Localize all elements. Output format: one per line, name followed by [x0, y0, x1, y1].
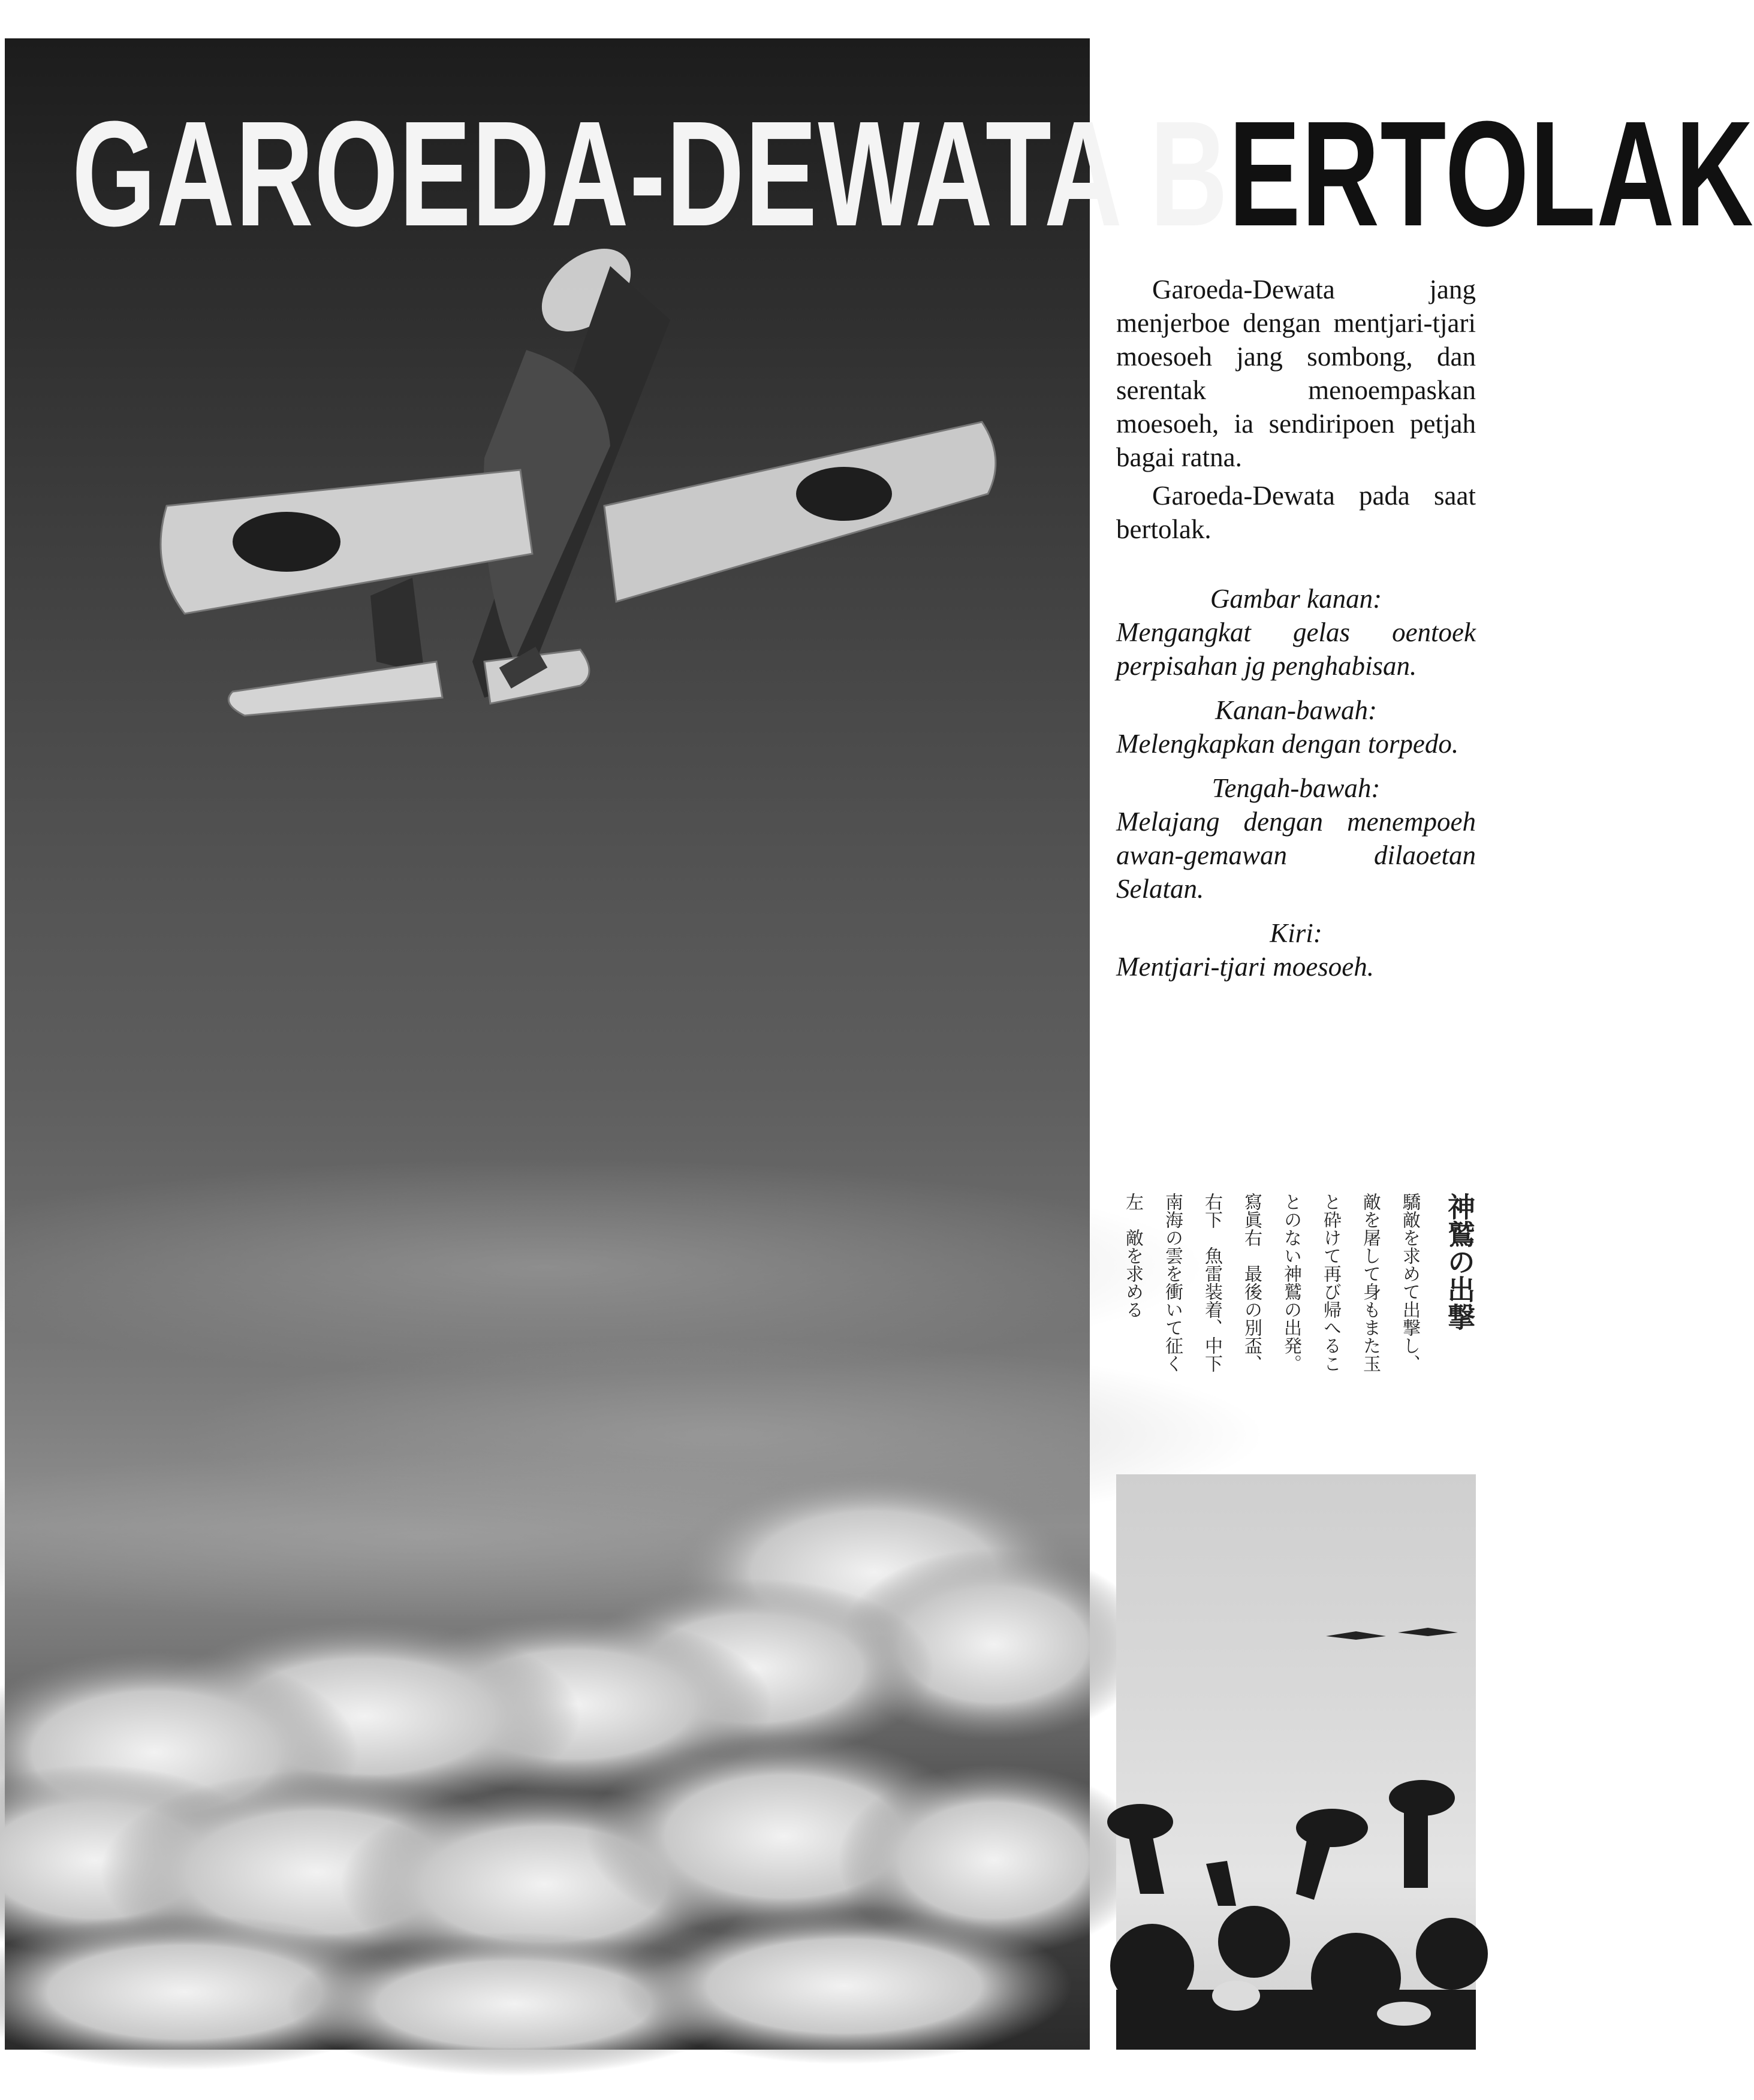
japanese-line: 左 敵を求める — [1122, 1193, 1143, 1318]
airplane-photo — [5, 38, 1090, 2050]
title-part-on-white: ERTOLAK — [1228, 90, 1754, 257]
caption-heading: Gambar kanan: — [1210, 584, 1382, 614]
japanese-line: 敵を屠して身もまた玉 — [1360, 1193, 1381, 1372]
japanese-line: 驕敵を求めて出撃し、 — [1399, 1193, 1420, 1372]
page-title — [72, 90, 1754, 258]
japanese-title: 神鷲の出撃 — [1443, 1193, 1476, 1330]
caption-text: Melengkapkan dengan torpedo. — [1116, 729, 1459, 759]
body-paragraph: Garoeda-Dewata jang menjerboe dengan mentjari-tjari moesoeh jang sombong, dan serentak menoempaskan moesoeh, ia sendiripoen petjah bagai ratna. — [1116, 274, 1476, 472]
body-paragraph: Garoeda-Dewata pada saat bertolak. — [1116, 481, 1476, 544]
title-area — [0, 78, 1754, 270]
airplane-photo-illustration — [5, 38, 1090, 2050]
farewell-photo — [1116, 1474, 1476, 2050]
photo-captions — [1116, 582, 1476, 983]
japanese-line: と砕けて再び帰へるこ — [1320, 1193, 1341, 1372]
japanese-line: とのない神鷲の出発。 — [1280, 1193, 1301, 1372]
japanese-line: 右下 魚雷装着、中下 — [1201, 1193, 1222, 1372]
title-part-on-photo: GAROEDA-DEWATA B — [72, 90, 1229, 257]
japanese-line: 南海の雲を衝いて征く — [1162, 1193, 1183, 1372]
caption-heading: Tengah-bawah: — [1211, 773, 1381, 803]
distant-planes — [1326, 1628, 1458, 1640]
waving-crowd — [1107, 1780, 1488, 2050]
caption-text: Melajang dengan menempoeh awan-gemawan dilaoetan Selatan. — [1116, 807, 1476, 904]
airplane-figure — [161, 232, 996, 716]
article-text-column — [1116, 273, 1476, 983]
farewell-photo-illustration — [1116, 1474, 1476, 2050]
caption-heading: Kiri: — [1270, 918, 1322, 948]
caption-text: Mentjari-tjari moesoeh. — [1116, 952, 1374, 982]
caption-text: Mengangkat gelas oentoek perpisahan jg penghabisan. — [1116, 617, 1476, 681]
japanese-line: 寫眞右 最後の別盃、 — [1241, 1193, 1262, 1372]
caption-heading: Kanan-bawah: — [1215, 695, 1377, 725]
japanese-caption — [1115, 1193, 1475, 1444]
